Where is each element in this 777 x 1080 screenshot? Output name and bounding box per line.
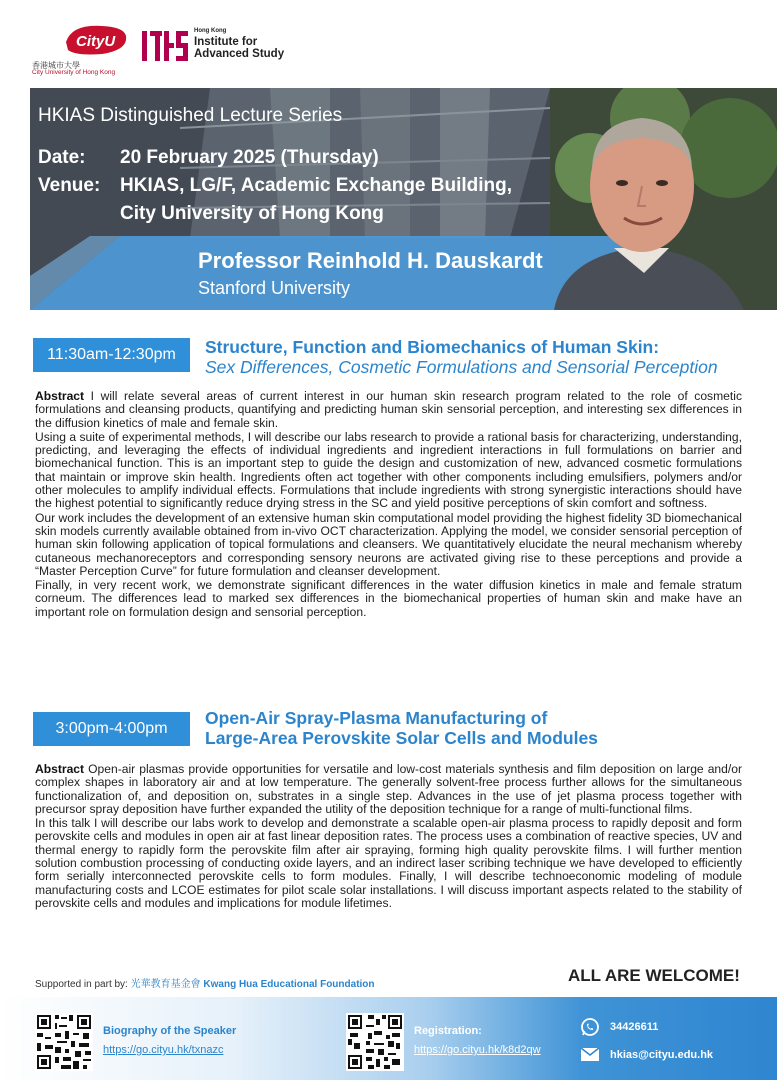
email-contact [580, 1047, 713, 1062]
registration-link[interactable]: https://go.cityu.hk/k8d2qw [414, 1044, 541, 1056]
speaker-affiliation: Stanford University [198, 278, 351, 298]
cityu-name-zh: 香港城市大學 [32, 61, 80, 70]
talk1-abstract [35, 390, 742, 620]
speaker-name: Professor Reinhold H. Dauskardt [198, 248, 543, 273]
lecture-series-title: HKIAS Distinguished Lecture Series [38, 105, 343, 126]
whatsapp-icon [580, 1017, 600, 1037]
registration-label: Registration: [414, 1025, 482, 1037]
sponsor-name-zh: 光華教育基金會 [130, 979, 201, 990]
talk1-abstract-label: Abstract [35, 389, 85, 403]
hkias-logo-icon [142, 31, 188, 61]
hero-banner [30, 88, 777, 310]
talk1-abstract-p1-text: I will relate several areas of current interest in our human skin research program related to the role of cosmetic formulations and cleansing products, quantifying and predicting human skin sensorial perception, and interesting sex differences in the diffusion kinetics of male and female skin. [35, 389, 742, 430]
talk2-abstract-p1-text: Open-air plasmas provide opportunities for versatile and low-cost materials synthesis and film deposition on large and/or complex shapes in laboratory air and at low temperature. The generally solvent-free process further allows for the simultaneous functionalization of, and deposition on, substrates in a single step. Advances in the use of jet plasma process together with precursor spray deposition have further expanded the utility of the deposition technique for a range of multi-functional films. [35, 762, 742, 816]
hkias-small-text: Hong Kong [194, 28, 227, 34]
talk1-abstract-p3: Our work includes the development of an extensive human skin computational model providing the highest fidelity 3D biomechanical skin models currently available obtained from in-vivo OCT characterization. Applying the model, we consider sensorial perception of human skin following application of topical formulations and cleansers. We quantitatively elucidate the neural mechanism whereby cutaneous mechanoreceptors and corresponding sensory neurons are activated giving rise to these perceptions and provide a “Master Perception Curve” for future formulation and cleanser development. [35, 510, 742, 578]
phone-contact [580, 1017, 658, 1037]
bio-link[interactable]: https://go.cityu.hk/txnazc [103, 1044, 224, 1056]
talk1-abstract-p2: Using a suite of experimental methods, I will describe our labs research to provide a rational basis for characterizing, understanding, predicting, and leveraging the effects of individual ingredients and ingredient interactions in full formulations on barrier and biomechanical function. This is an important step to guide the design and customization of new, advanced cosmetic formulations that maintain or improve skin health. Ingredients often act together with other components including emulsifiers, polymers and/or other molecules to amplify individual effects. Formulations that include ingredients with strong synergistic interactions should have the highest potential to significantly reduce drying stress in the SC and yield positive perceptions of skin comfort and softness. [35, 429, 742, 511]
venue-label: Venue: [38, 175, 101, 196]
cityu-logo-icon [62, 22, 128, 56]
talk2-abstract [35, 763, 742, 911]
mail-icon [580, 1047, 600, 1062]
date-value: 20 February 2025 (Thursday) [120, 147, 379, 168]
svg-text:CityU: CityU [76, 33, 116, 50]
talk1-abstract-p1 [35, 390, 742, 430]
talk2-title-line1: Open-Air Spray-Plasma Manufacturing of [205, 708, 548, 728]
speaker-portrait [514, 88, 777, 310]
hkias-name: Institute for Advanced Study [194, 36, 285, 60]
sponsor-name-en: Kwang Hua Educational Foundation [203, 979, 375, 990]
date-label: Date: [38, 147, 86, 168]
venue-line1: HKIAS, LG/F, Academic Exchange Building, [120, 175, 513, 196]
support-line [35, 975, 375, 990]
talk1-abstract-p4: Finally, in very recent work, we demonstrate significant differences in the water diffusion kinetics in male and female stratum corneum. The differences lead to marked sex differences in the biomechanical properties of human skin and make have an important role on formulation design and sensorial perception. [35, 578, 742, 619]
talk2-time-badge: 3:00pm-4:00pm [33, 712, 190, 746]
date-row [38, 147, 379, 169]
talk1-subtitle: Sex Differences, Cosmetic Formulations and Sensorial Perception [205, 357, 718, 377]
all-welcome-text: ALL ARE WELCOME! [568, 966, 740, 985]
footer [0, 997, 777, 1080]
talk1-title: Structure, Function and Biomechanics of Human Skin: [205, 337, 660, 357]
registration-qr-code-icon[interactable] [346, 1013, 404, 1071]
support-prefix: Supported in part by: [35, 979, 131, 990]
logo-bar [0, 0, 777, 88]
cityu-name-en: City University of Hong Kong [32, 69, 116, 76]
bio-label: Biography of the Speaker [103, 1025, 237, 1037]
hkias-logo [142, 26, 302, 66]
cityu-logo [32, 22, 128, 76]
bio-qr-code-icon[interactable] [35, 1013, 93, 1071]
phone-number[interactable]: 34426611 [610, 1021, 659, 1033]
talk2-abstract-p1 [35, 763, 742, 816]
talk2-abstract-label: Abstract [35, 762, 85, 776]
email-address[interactable]: hkias@cityu.edu.hk [610, 1048, 714, 1061]
talk1-time-badge: 11:30am-12:30pm [33, 338, 190, 372]
talk2-title-line2: Large-Area Perovskite Solar Cells and Modules [205, 728, 598, 748]
talk2-abstract-p2: In this talk I will describe our labs work to develop and demonstrate a scalable open-air plasma process to rapidly deposit and form perovskite cells and modules in open air at fast linear deposition rates. The process uses a combination of reactive species, UV and thermal energy to rapidly form the perovskite film after air spraying, forming high quality perovskite films. I will further mention solution combustion processing of conducting oxide layers, and an indirect laser scribing technique we have developed to efficiently form serially interconnected perovskite cells to form modules. Finally, I will describe technoeconomic modeling of module manufacturing costs and LCOE estimates for pilot scale solar installations. I will discuss important aspects related to the stability of perovskite cells and modules and implications for module lifetimes. [35, 816, 742, 910]
venue-row [38, 175, 512, 197]
venue-line2: City University of Hong Kong [120, 203, 384, 224]
